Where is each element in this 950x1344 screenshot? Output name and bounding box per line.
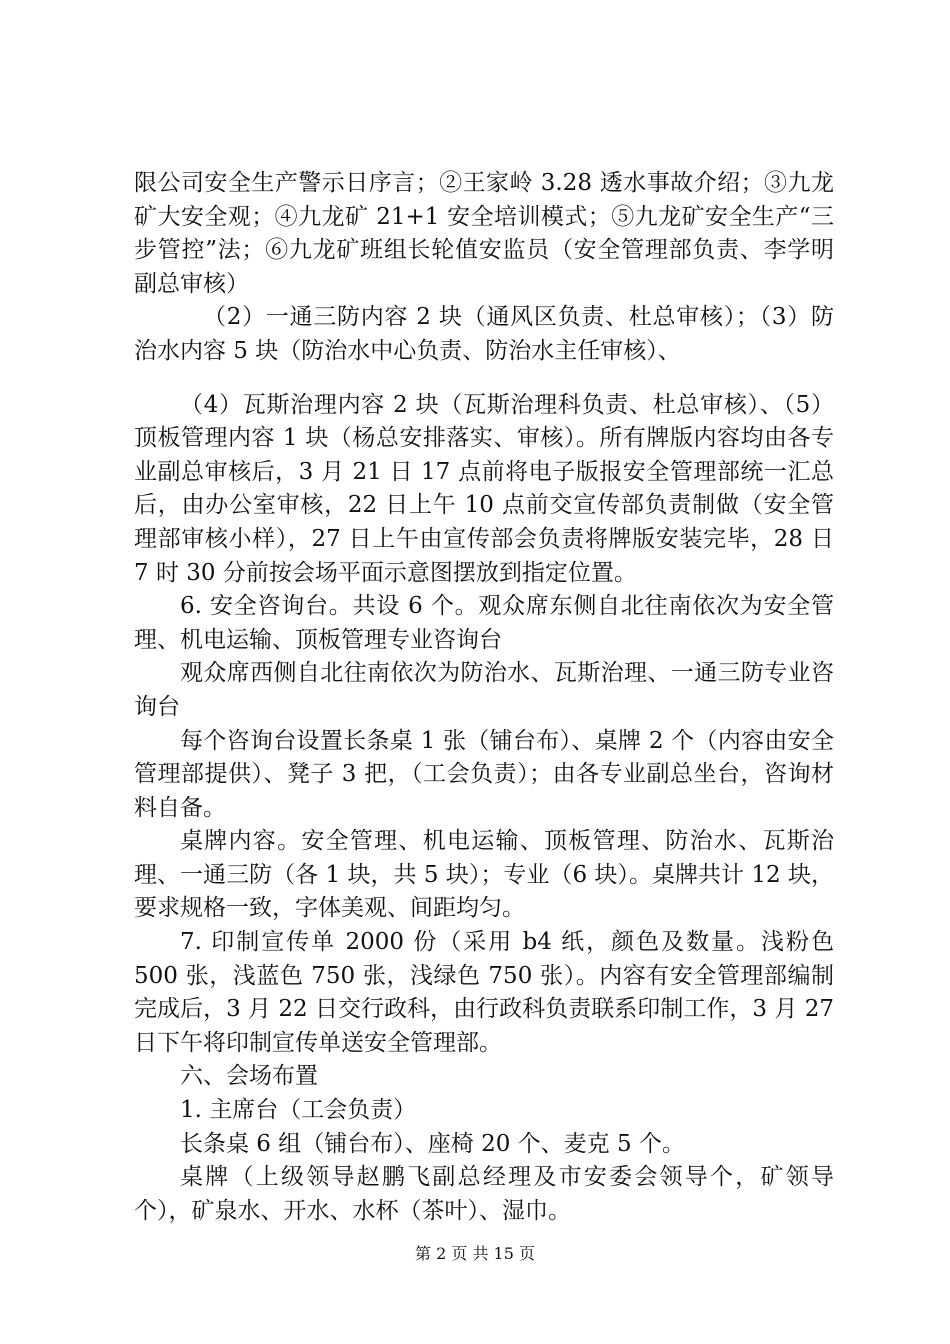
paragraph-2: （2）一通三防内容 2 块（通风区负责、杜总审核）；（3）防治水内容 5 块（防治水中心负责、防治水主任审核）、 [134,304,834,364]
paragraph-8: 7. 印制宣传单 2000 份（采用 b4 纸，颜色及数量。浅粉色 500 张，浅蓝色 750 张，浅绿色 750 张）。内容有安全管理部编制完成后，3 月 22 日交行政科，由行政科负责联系印制工作，3 月 27 日下午将印制宣传单送安全管理部。 [134,929,834,1056]
body-text [134,167,834,1228]
section-heading: 六、会场布置 [180,1063,318,1090]
paragraph-5: 观众席西侧自北往南依次为防治水、瓦斯治理、一通三防专业咨询台 [134,660,834,720]
paragraph-10: 桌牌（上级领导赵鹏飞副总经理及市安委会领导个，矿领导个），矿泉水、开水、水杯（茶叶）、湿巾。 [134,1164,834,1224]
paragraph-9: 长条桌 6 组（铺台布）、座椅 20 个、麦克 5 个。 [180,1130,685,1157]
paragraph-3: （4）瓦斯治理内容 2 块（瓦斯治理科负责、杜总审核）、（5）顶板管理内容 1 块（杨总安排落实、审核）。所有牌版内容均由各专业副总审核后，3 月 21 日 17 点前将电子版报安全管理部统一汇总后，由办公室审核，22 日上午 10 点前交宣传部负责制做（安全管理部审核小样），27 日上午由宣传部会负责将牌版安装完毕，28 日 7 时 30 分前按会场平面示意图摆放到指定位置。 [134,391,834,586]
paragraph-7: 桌牌内容。安全管理、机电运输、顶板管理、防治水、瓦斯治理、一通三防（各 1 块，共 5 块）；专业（6 块）。桌牌共计 12 块，要求规格一致，字体美观、间距均匀。 [134,828,834,922]
paragraph-1: 限公司安全生产警示日序言；②王家岭 3.28 透水事故介绍；③九龙矿大安全观；④九龙矿 21+1 安全培训模式；⑤九龙矿安全生产“三步管控”法；⑥九龙矿班组长轮值安监员（安全管理部负责、李学明副总审核） [134,170,834,297]
subsection-heading: 1. 主席台（工会负责） [180,1097,417,1124]
paragraph-6: 每个咨询台设置长条桌 1 张（铺台布）、桌牌 2 个（内容由安全管理部提供）、凳子 3 把，（工会负责）；由各专业副总坐台，咨询材料自备。 [134,727,834,821]
paragraph-4: 6. 安全咨询台。共设 6 个。观众席东侧自北往南依次为安全管理、机电运输、顶板管理专业咨询台 [134,593,834,653]
paragraph-gap [134,369,834,389]
page-footer: 第 2 页 共 15 页 [415,1244,535,1263]
